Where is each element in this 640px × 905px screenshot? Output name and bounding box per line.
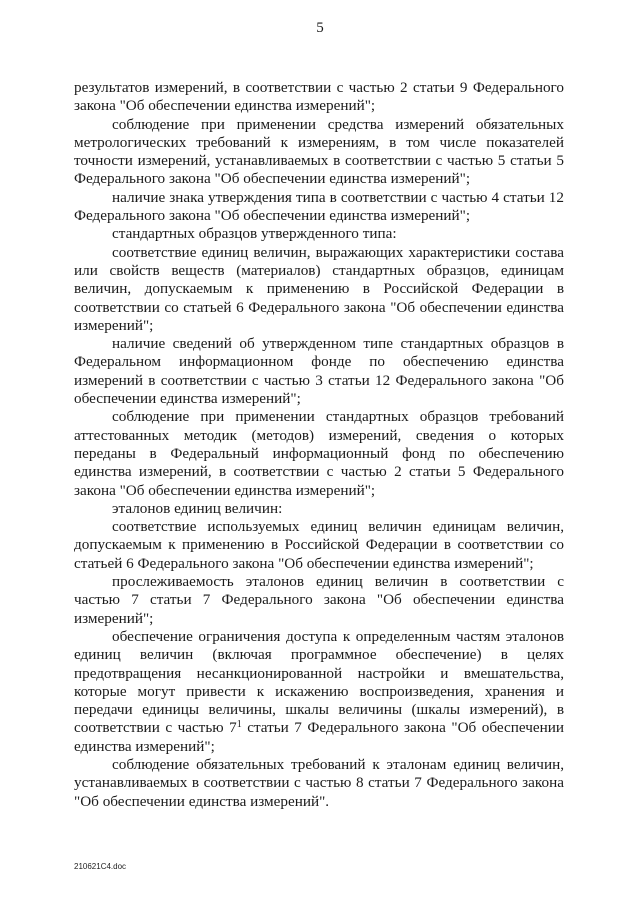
paragraph-4-heading: стандартных образцов утвержденного типа:	[112, 225, 397, 243]
paragraph-7: соблюдение при применении стандартных образцов требований аттестованных методик (методов) измерений, сведения о которых переданы в Федеральный информационный фонд по обеспечению единства измерений, в соответствии с частью 2 статьи 5 Федерального закона "Об обеспечении единства измерений";	[74, 408, 564, 499]
page-number: 5	[316, 20, 324, 36]
document-body	[74, 79, 564, 811]
paragraph-12: соблюдение обязательных требований к эталонам единиц величин, устанавливаемых в соответствии с частью 8 статьи 7 Федерального закона "Об обеспечении единства измерений".	[74, 755, 564, 810]
paragraph-9: соответствие используемых единиц величин единицам величин, допускаемым к применению в Российской Федерации в соответствии со статьей 6 Федерального закона "Об обеспечении единства измерений";	[74, 518, 564, 572]
superscript-number: 1	[236, 719, 242, 731]
paragraph-11-text-before: обеспечение ограничения доступа к определенным частям эталонов единиц величин (включая программное обеспечение) в целях предотвращения несанкционированной настройки и вмешательства, которые могут привести к искажению воспроизведения, хранения и передачи единицы величины, шкалы величины (шкалы измерений), в соответствии с частью 7	[74, 627, 564, 737]
paragraph-3: наличие знака утверждения типа в соответствии с частью 4 статьи 12 Федерального закона "Об обеспечении единства измерений";	[74, 188, 564, 225]
paragraph-6: наличие сведений об утвержденном типе стандартных образцов в Федеральном информационном фонде по обеспечению единства измерений в соответствии с частью 3 статьи 12 Федерального закона "Об обеспечении единства измерений";	[74, 335, 564, 408]
paragraph-1: результатов измерений, в соответствии с частью 2 статьи 9 Федерального закона "Об обеспечении единства измерений";	[74, 79, 564, 115]
paragraph-11	[74, 628, 564, 756]
paragraph-10: прослеживаемость эталонов единиц величин в соответствии с частью 7 статьи 7 Федерального закона "Об обеспечении единства измерений";	[74, 573, 564, 627]
paragraph-8-heading: эталонов единиц величин:	[112, 499, 283, 517]
paragraph-2: соблюдение при применении средства измерений обязательных метрологических требований к измерениям, в том числе показателей точности измерений, устанавливаемых в соответствии с частью 5 статьи 5 Федерального закона "Об обеспечении единства измерений";	[74, 115, 564, 188]
paragraph-11-text-after: статьи 7 Федерального закона "Об обеспечении единства измерений";	[74, 719, 565, 755]
footer-filename: 210621C4.doc	[74, 862, 127, 871]
paragraph-5: соответствие единиц величин, выражающих характеристики состава или свойств веществ (материалов) стандартных образцов, единицам величин, допускаемым к применению в Российской Федерации в соответствии со статьей 6 Федерального закона "Об обеспечении единства измерений";	[74, 243, 564, 334]
